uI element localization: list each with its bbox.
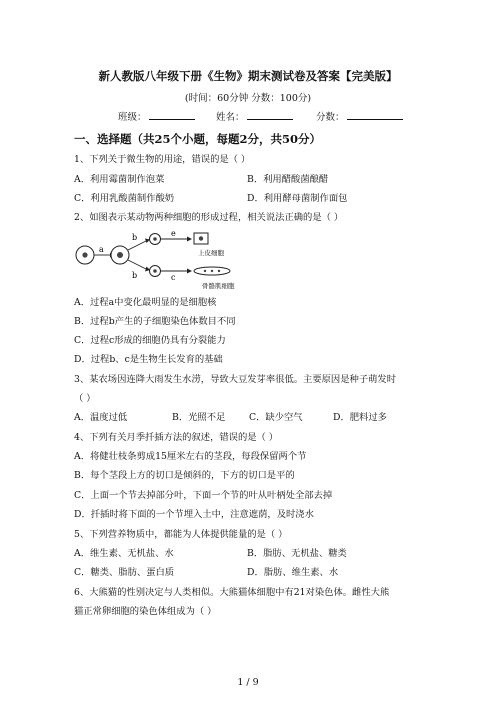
q2-option-d: D．过程b、c是生物生长发育的基础	[74, 354, 223, 365]
cell-1	[76, 246, 94, 264]
q5-option-d: D．脂肪、维生素、水	[247, 567, 339, 578]
q2-stem: 2、如图表示某动物两种细胞的形成过程，相关说法正确的是（ ）	[74, 212, 344, 223]
skeletal-muscle-cell-label: 骨骼肌细胞	[202, 282, 235, 290]
q4-option-b: B．每个茎段上方的切口是倾斜的，下方的切口是平的	[74, 470, 295, 481]
q1-option-a: A．利用霉菌制作泡菜	[74, 174, 165, 185]
exam-title: 新人教版八年级下册《生物》期末测试卷及答案【完美版】	[98, 69, 398, 83]
page-number: 1 / 9	[237, 677, 259, 688]
q1-option-b: B．利用醋酸菌酿醋	[247, 174, 329, 185]
q5-stem: 5、下列营养物质中，都能为人体提供能量的是（ ）	[74, 529, 288, 540]
arrow-b-up	[128, 241, 146, 250]
q1-stem: 1、下列关于微生物的用途，错误的是（ ）	[74, 154, 251, 165]
epithelial-cell-label: 上皮细胞	[198, 249, 224, 257]
q3-option-a: A．温度过低	[74, 412, 128, 423]
label-b-down: b	[132, 271, 138, 280]
q3-option-d: D．肥料过多	[333, 412, 387, 423]
label-a: a	[99, 245, 104, 254]
q5-option-c: C．糖类、脂肪、蛋白质	[74, 567, 175, 578]
q3-option-b: B．光照不足	[172, 412, 226, 423]
q2-option-b: B．过程b产生的子细胞染色体数目不同	[74, 316, 236, 327]
q4-stem: 4、下列有关月季扦插方法的叙述，错误的是（ ）	[74, 432, 279, 443]
score-blank	[347, 110, 403, 120]
cell-4	[150, 266, 161, 277]
label-e: e	[171, 229, 176, 238]
class-label: 班级：	[118, 112, 147, 123]
cell-2	[111, 246, 129, 264]
q2-option-a: A．过程a中变化最明显的是细胞核	[74, 297, 217, 308]
score-field	[316, 109, 403, 123]
class-field	[118, 109, 195, 123]
exam-time-score: (时间：60分钟 分数：100分)	[184, 93, 312, 104]
label-b-up: b	[132, 233, 138, 242]
q3-stem-cont: （ ）	[74, 393, 96, 404]
q5-option-a: A．维生素、无机盐、水	[74, 548, 174, 559]
q1-option-c: C．利用乳酸菌制作酸奶	[74, 193, 175, 204]
arrow-b-down	[128, 260, 146, 269]
q1-option-d: D．利用酵母菌制作面包	[247, 193, 348, 204]
q4-option-a: A．将健壮枝条剪成15厘米左右的茎段，每段保留两个节	[74, 451, 307, 462]
q4-option-d: D．扦插时将下面的一个节埋入土中，注意遮荫，及时浇水	[74, 509, 314, 520]
label-c: c	[171, 273, 176, 282]
q3-option-c: C．缺少空气	[249, 412, 303, 423]
q6-stem-cont: 猫正常卵细胞的染色体组成为（ ）	[74, 606, 217, 617]
q5-option-b: B．脂肪、无机盐、糖类	[247, 548, 347, 559]
name-blank	[247, 110, 293, 120]
name-field	[216, 109, 293, 123]
name-label: 姓名：	[216, 112, 245, 123]
epithelial-cell-shape	[194, 233, 208, 244]
skeletal-muscle-cell-shape	[194, 267, 230, 275]
cell-formation-diagram	[74, 228, 250, 292]
class-blank	[149, 110, 195, 120]
q4-option-c: C．上面一个节去掉部分叶，下面一个节的叶从叶柄处全部去掉	[74, 490, 333, 501]
section-title: 一、选择题（共25个小题，每题2分，共50分）	[74, 132, 322, 146]
score-label: 分数：	[316, 112, 345, 123]
cell-3	[150, 234, 161, 245]
q2-option-c: C．过程c形成的细胞仍具有分裂能力	[74, 335, 226, 346]
q3-stem: 3、某农场因连降大雨发生水涝，导致大豆发芽率很低。主要原因是种子萌发时	[74, 374, 397, 385]
q6-stem: 6、大熊猫的性别决定与人类相似。大熊猫体细胞中有21对染色体。雌性大熊	[74, 587, 390, 598]
